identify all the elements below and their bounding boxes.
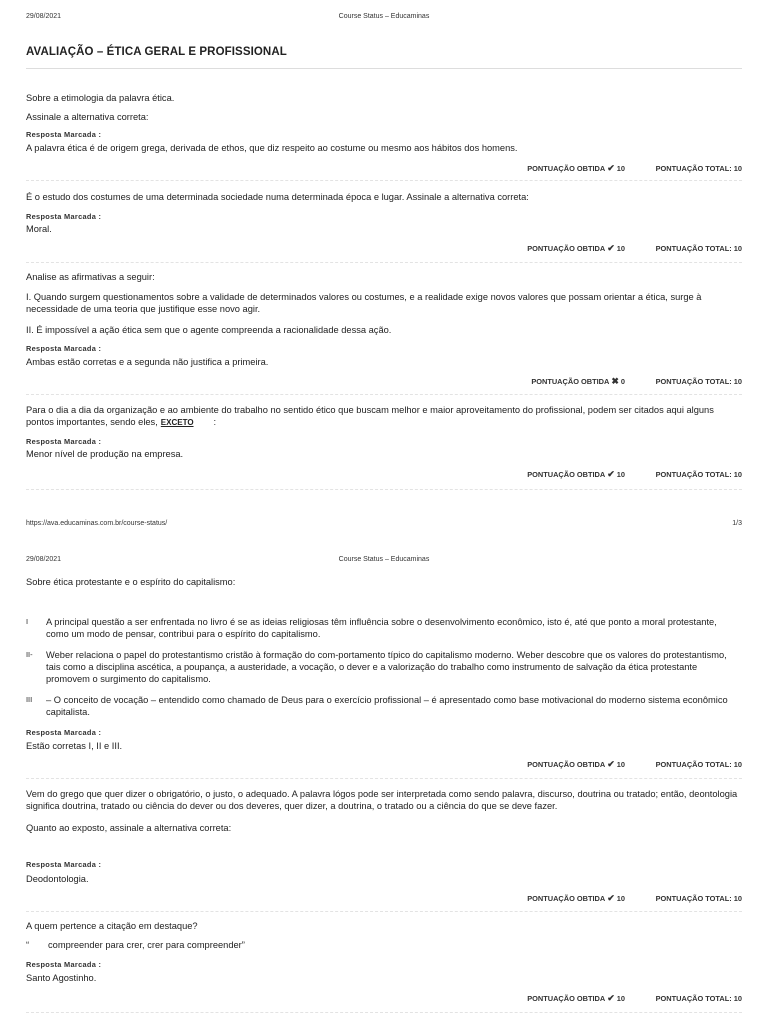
score-total: PONTUAÇÃO TOTAL: 10: [655, 164, 742, 173]
print-footer-url: https://ava.educaminas.com.br/course-status/: [26, 520, 168, 527]
answer-text: A palavra ética é de origem grega, derivada de ethos, que diz respeito ao costume ou mesmo aos hábitos dos homens.: [26, 143, 518, 153]
answer-label: Resposta Marcada :: [26, 437, 102, 446]
score-total: PONTUAÇÃO TOTAL: 10: [655, 244, 742, 253]
answer-text: Santo Agostinho.: [26, 973, 97, 983]
answer-text: Estão corretas I, II e III.: [26, 741, 123, 751]
question-text: II. É impossível a ação ética sem que o agente compreenda a racionalidade dessa ação.: [26, 325, 392, 335]
statement-item: [26, 649, 742, 685]
score-value: 10: [616, 760, 625, 769]
score-row: [495, 759, 742, 770]
score-value: 10: [616, 994, 625, 1003]
score-row: [495, 469, 742, 480]
print-doc-title: Course Status – Educaminas: [338, 556, 430, 563]
check-icon: ✔: [607, 469, 615, 479]
question-divider: [26, 262, 742, 263]
score-value: 10: [616, 244, 625, 253]
question-divider: [26, 489, 742, 490]
statement-item: [26, 616, 742, 640]
page-title: AVALIAÇÃO – ÉTICA GERAL E PROFISSIONAL: [26, 46, 287, 58]
score-row: [495, 993, 742, 1004]
check-icon: ✔: [607, 163, 615, 173]
score-obtained-label: PONTUAÇÃO OBTIDA: [527, 760, 606, 769]
question-divider: [26, 180, 742, 181]
print-date: 29/08/2021: [26, 13, 62, 20]
question-text-body: Para o dia a dia da organização e ao ambiente do trabalho no sentido ético que buscam melhor e maior aproveitamento do profissional, podem ser citados aqui alguns pontos importantes, sendo eles,: [26, 405, 714, 427]
score-row: [495, 893, 742, 904]
score-total: PONTUAÇÃO TOTAL: 10: [655, 894, 742, 903]
score-obtained-label: PONTUAÇÃO OBTIDA: [531, 377, 610, 386]
question-divider: [26, 394, 742, 395]
print-page-number: 1/3: [732, 520, 742, 527]
answer-text: Ambas estão corretas e a segunda não justifica a primeira.: [26, 357, 269, 367]
score-value: 0: [620, 377, 625, 386]
score-value: 10: [616, 164, 625, 173]
emphasis-text: EXCETO: [160, 418, 194, 427]
question-text: Sobre ética protestante e o espírito do capitalismo:: [26, 577, 236, 587]
statement-number: I: [26, 617, 29, 626]
question-text: I. Quando surgem questionamentos sobre a validade de determinados valores ou costumes, e a realidade exige novos valores que possam orientar a ética, surge à necessidade de uma teoria que justifique esse novo agir.: [26, 292, 702, 314]
statement-number: II-: [26, 650, 33, 659]
statement-text: – O conceito de vocação – entendido como chamado de Deus para o exercício profissional – é apresentado como base motivacional do moderno sistema econômico capitalista.: [46, 695, 728, 717]
check-icon: ✔: [607, 893, 615, 903]
answer-label: Resposta Marcada :: [26, 344, 102, 353]
answer-text: Deodontologia.: [26, 874, 89, 884]
answer-label: Resposta Marcada :: [26, 212, 102, 221]
question-divider: [26, 911, 742, 912]
question-text: [26, 404, 742, 429]
quote-text: compreender para crer, crer para compreender”: [48, 940, 245, 950]
question-divider: [26, 1012, 742, 1013]
answer-label: Resposta Marcada :: [26, 960, 102, 969]
score-obtained-label: PONTUAÇÃO OBTIDA: [527, 244, 606, 253]
statement-item: [26, 694, 742, 718]
quote-mark: “: [26, 940, 30, 950]
check-icon: ✔: [607, 993, 615, 1003]
score-value: 10: [616, 470, 625, 479]
question-text: A quem pertence a citação em destaque?: [26, 921, 198, 931]
score-total: PONTUAÇÃO TOTAL: 10: [655, 994, 742, 1003]
print-doc-title: Course Status – Educaminas: [338, 13, 430, 20]
answer-label: Resposta Marcada :: [26, 860, 102, 869]
statement-text: Weber relaciona o papel do protestantismo cristão à formação do com-portamento típico do capitalismo moderno. Weber descobre que os valores do protestantismo, tais como a disciplina ascética, a poupança, a austeridade, a vocação, o dever e a valorização do trabalho como instrumento de salvação da ética protestante promovem o surgimento do capitalismo.: [46, 650, 727, 684]
question-text: É o estudo dos costumes de uma determinada sociedade numa determinada época e lugar. Assinale a alternativa correta:: [26, 192, 529, 202]
answer-label: Resposta Marcada :: [26, 130, 102, 139]
answer-label: Resposta Marcada :: [26, 728, 102, 737]
statement-text: A principal questão a ser enfrentada no livro é se as ideias religiosas têm influência sobre o desenvolvimento econômico, isto é, até que ponto a moral protestante, como um modo de pensar, contribui para o espírito do capitalismo.: [46, 617, 717, 639]
score-row: [495, 243, 742, 254]
question-text: Quanto ao exposto, assinale a alternativa correta:: [26, 823, 232, 833]
score-total: PONTUAÇÃO TOTAL: 10: [655, 760, 742, 769]
score-total: PONTUAÇÃO TOTAL: 10: [655, 470, 742, 479]
question-text: Assinale a alternativa correta:: [26, 112, 149, 122]
answer-text: Moral.: [26, 224, 52, 234]
score-total: PONTUAÇÃO TOTAL: 10: [655, 377, 742, 386]
question-text: Sobre a etimologia da palavra ética.: [26, 93, 175, 103]
score-obtained-label: PONTUAÇÃO OBTIDA: [527, 470, 606, 479]
cross-icon: ✖: [611, 376, 619, 386]
check-icon: ✔: [607, 243, 615, 253]
print-date: 29/08/2021: [26, 556, 62, 563]
score-obtained-label: PONTUAÇÃO OBTIDA: [527, 164, 606, 173]
score-row: [495, 376, 742, 387]
question-text: Analise as afirmativas a seguir:: [26, 272, 155, 282]
question-text: Vem do grego que quer dizer o obrigatório, o justo, o adequado. A palavra lógos pode ser interpretada como sendo palavra, discurso, doutrina ou tratado; então, deontologia significa doutrina, tratado ou ciência do dever ou dos deveres, quer dizer, a doutrina, o tratado ou a ciência do que se deve fazer.: [26, 789, 738, 811]
answer-text: Menor nível de produção na empresa.: [26, 449, 184, 459]
title-divider: [26, 68, 742, 69]
statement-number: III: [26, 695, 33, 704]
quote: [26, 939, 742, 951]
score-obtained-label: PONTUAÇÃO OBTIDA: [527, 994, 606, 1003]
score-obtained-label: PONTUAÇÃO OBTIDA: [527, 894, 606, 903]
emphasis-tail: :: [213, 417, 217, 427]
question-divider: [26, 778, 742, 779]
check-icon: ✔: [607, 759, 615, 769]
score-row: [495, 163, 742, 174]
score-value: 10: [616, 894, 625, 903]
